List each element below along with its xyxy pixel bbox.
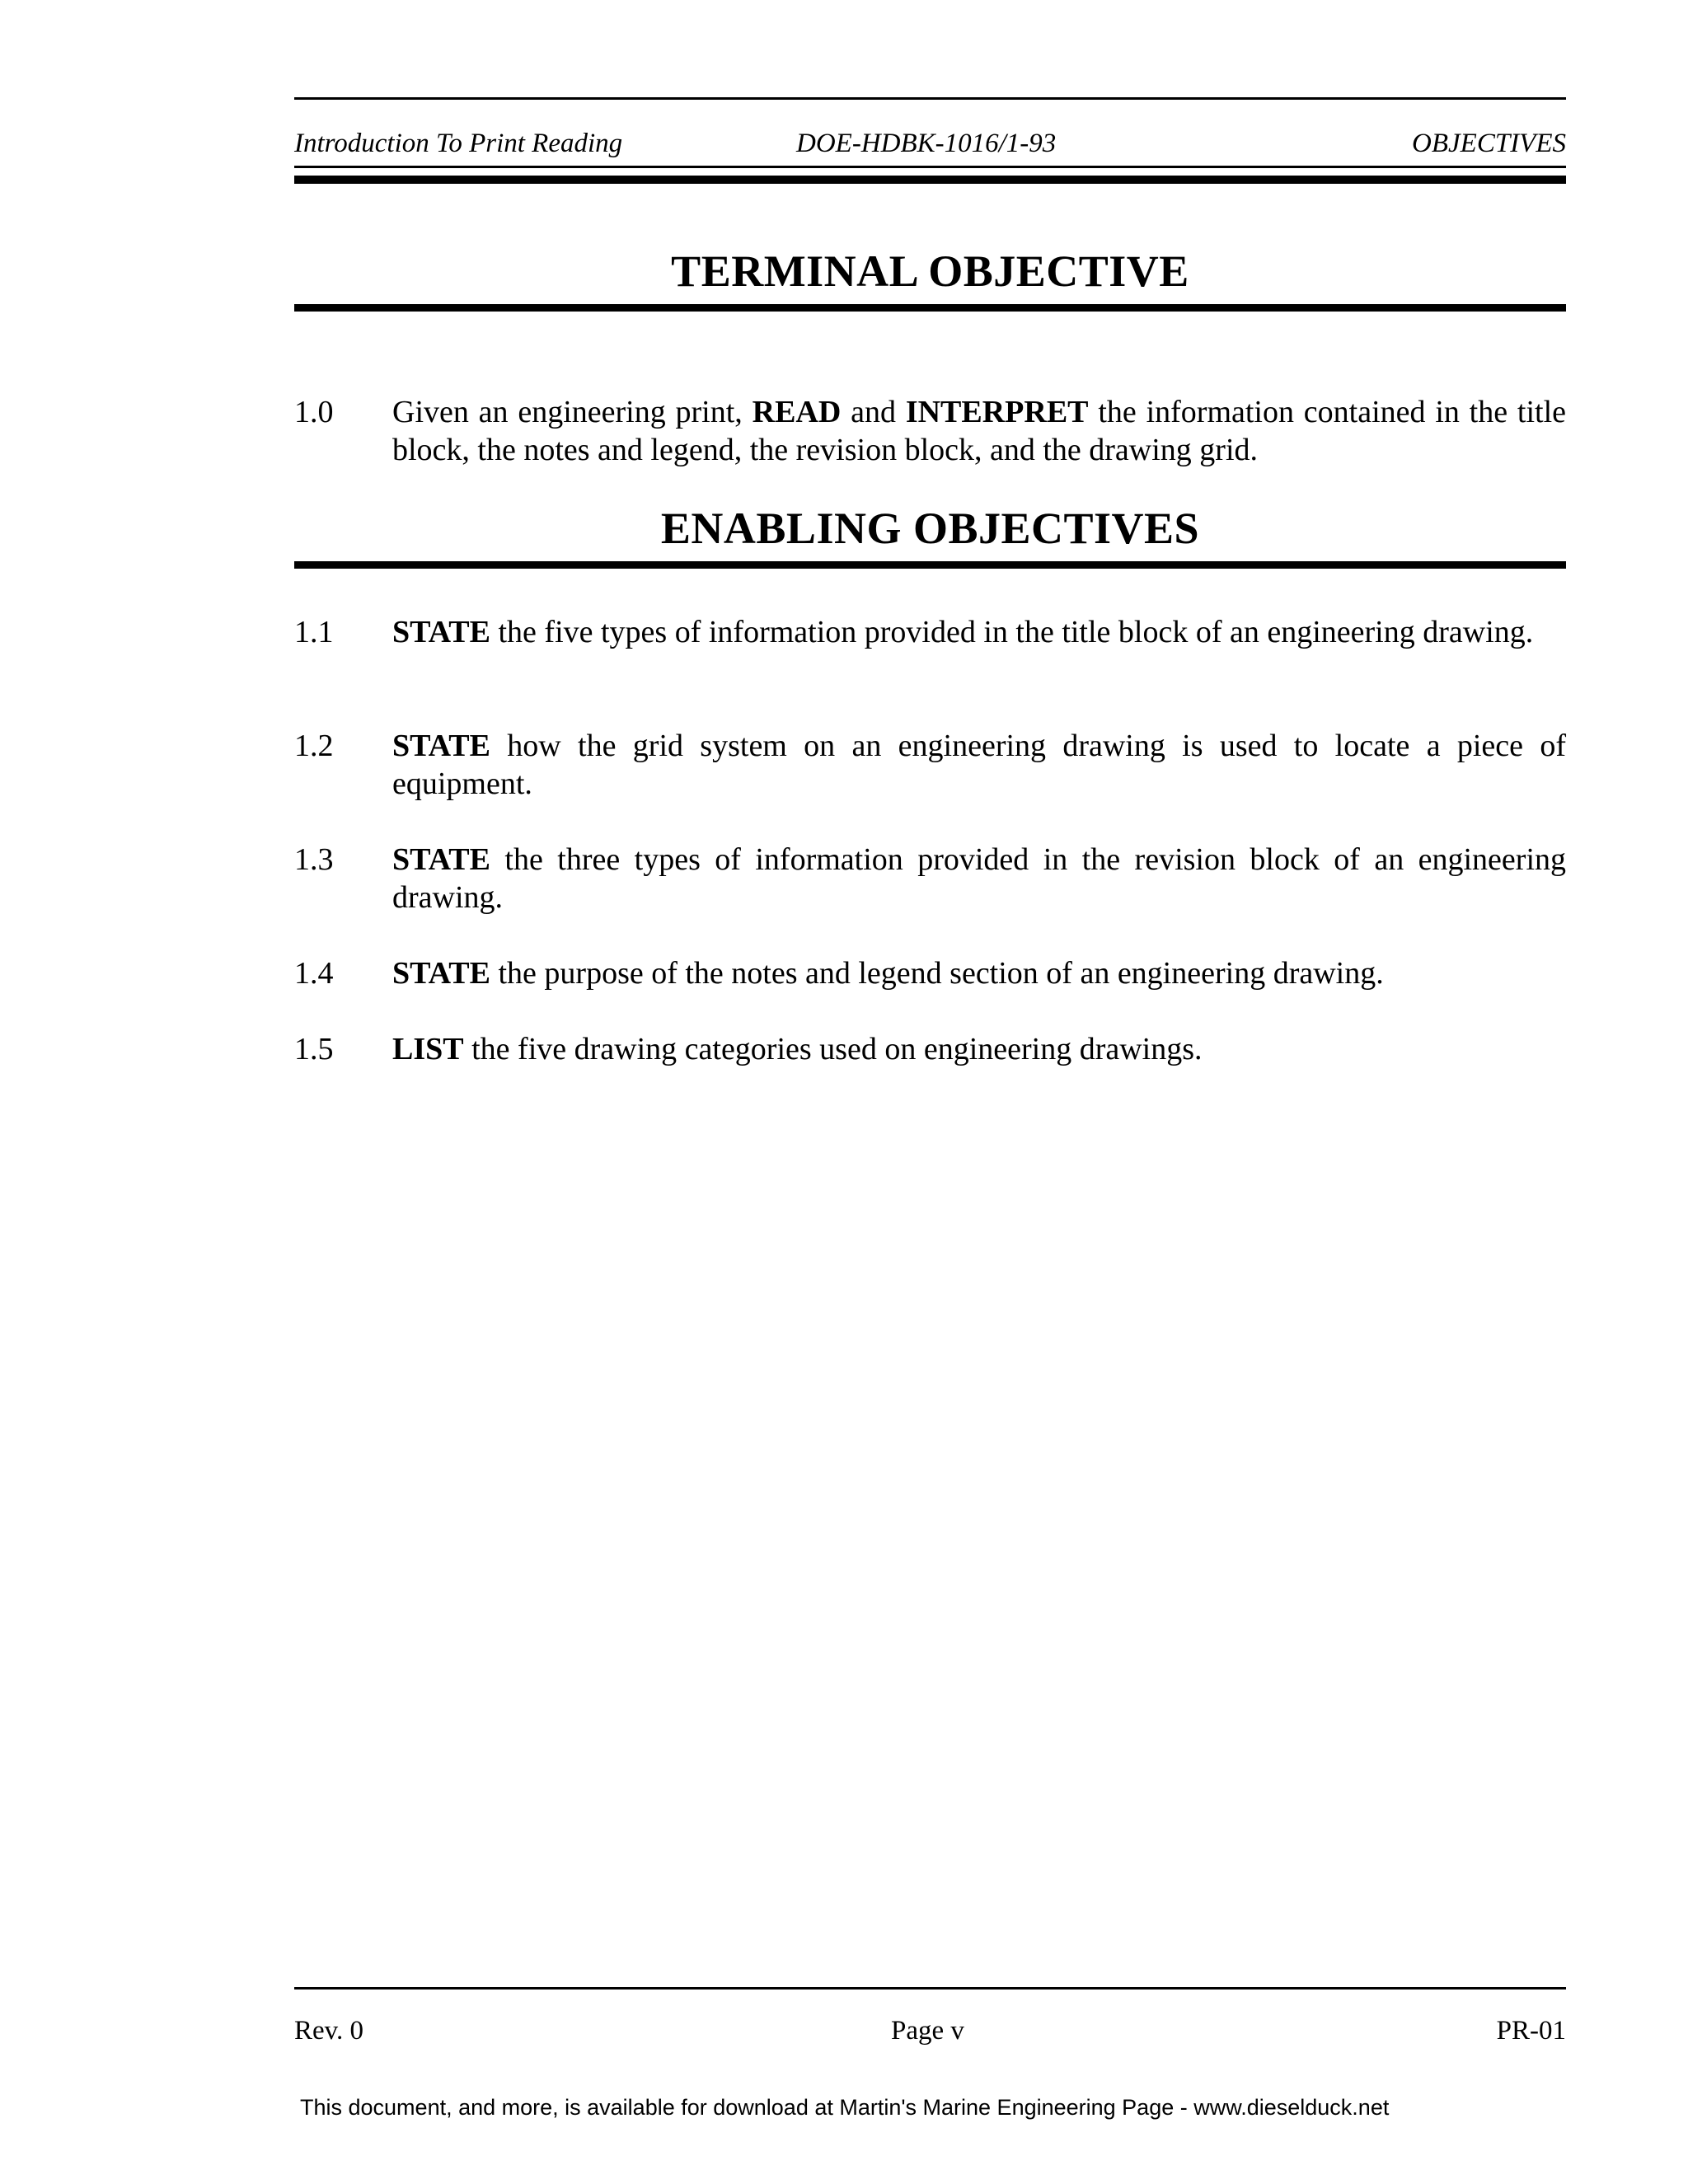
objective-text-part: the information contained in the title block, the notes and legend, the revision block, and the drawing grid.	[392, 395, 1567, 467]
objective-text-part: how the grid system on an engineering drawing is used to locate a piece of equipment.	[392, 729, 1566, 801]
header-thick-rule	[294, 176, 1566, 184]
objective-text-part: the purpose of the notes and legend section of an engineering drawing.	[490, 956, 1384, 991]
objective-text	[392, 841, 1566, 916]
terminal-objective-heading: TERMINAL OBJECTIVE	[671, 246, 1189, 296]
objective-text-part: the five types of information provided in the title block of an engineering drawing.	[490, 615, 1534, 649]
footer-module-code: PR-01	[1496, 2016, 1566, 2046]
enabling-objectives-heading: ENABLING OBJECTIVES	[660, 504, 1200, 553]
enabling-heading-rule	[294, 561, 1566, 569]
enabling-objective-item	[294, 954, 1566, 992]
enabling-objective-item	[294, 727, 1566, 803]
objective-text	[392, 613, 1566, 651]
objective-number: 1.2	[294, 729, 334, 763]
objective-text-part: Given an engineering print,	[392, 395, 753, 429]
terminal-heading-rule	[294, 304, 1566, 312]
objective-action-verb: LIST	[392, 1032, 464, 1066]
objective-text-part: and	[841, 395, 906, 429]
objective-number: 1.1	[294, 615, 334, 649]
enabling-objective-item	[294, 613, 1566, 651]
objective-text	[392, 727, 1566, 803]
objective-text	[392, 393, 1566, 469]
download-notice: This document, and more, is available for download at Martin's Marine Engineering Page - www.dieselduck.net	[300, 2095, 1390, 2120]
header-document-title: Introduction To Print Reading	[294, 129, 623, 158]
objective-number: 1.5	[294, 1032, 334, 1066]
header-thin-rule	[294, 166, 1566, 168]
objective-action-verb: STATE	[392, 615, 490, 649]
objective-action-verb: STATE	[392, 956, 490, 991]
objective-text-part: the three types of information provided in the revision block of an engineering drawing.	[392, 842, 1566, 915]
footer-rule	[294, 1987, 1566, 1990]
objective-action-verb: STATE	[392, 842, 490, 877]
objective-action-verb: STATE	[392, 729, 490, 763]
objective-text	[392, 954, 1566, 992]
objective-text-part: the five drawing categories used on engineering drawings.	[463, 1032, 1203, 1066]
header-section-name: OBJECTIVES	[1412, 129, 1566, 158]
objective-number: 1.4	[294, 956, 334, 991]
enabling-objective-item	[294, 1030, 1566, 1068]
footer-revision: Rev. 0	[294, 2016, 364, 2046]
objective-action-verb: READ	[752, 395, 842, 429]
terminal-objective-item	[294, 393, 1566, 469]
enabling-objective-item	[294, 841, 1566, 916]
header-top-rule	[294, 97, 1566, 100]
objective-number: 1.3	[294, 842, 334, 877]
footer-page-number: Page v	[891, 2016, 964, 2046]
objective-text	[392, 1030, 1566, 1068]
objective-number: 1.0	[294, 395, 334, 429]
header-document-number: DOE-HDBK-1016/1-93	[796, 129, 1057, 158]
objective-action-verb: INTERPRET	[905, 395, 1089, 429]
